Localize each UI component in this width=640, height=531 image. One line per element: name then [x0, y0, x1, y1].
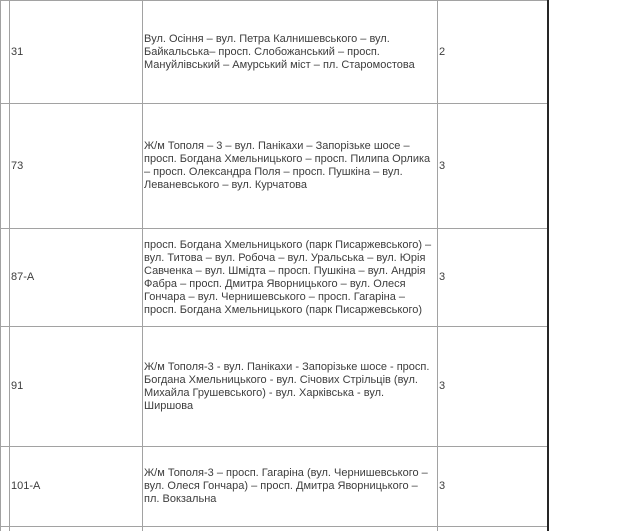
route-count-cell: 3	[438, 327, 548, 447]
route-count-cell: 2	[438, 1, 548, 104]
route-number-cell: 91	[10, 327, 143, 447]
table-row-partial	[1, 527, 548, 531]
spacer-cell	[1, 229, 10, 327]
route-number-cell	[10, 527, 143, 531]
route-number-cell: 31	[10, 1, 143, 104]
route-description-cell: Ж/м Тополя-3 – просп. Гагаріна (вул. Чернишевського – вул. Олеся Гончара) – просп. Дмитра Яворницького – пл. Вокзальна	[143, 447, 438, 527]
route-count-cell	[438, 527, 548, 531]
spacer-cell	[1, 1, 10, 104]
table-row	[1, 447, 548, 527]
route-description-cell	[143, 527, 438, 531]
route-count-cell: 3	[438, 447, 548, 527]
route-number-cell: 87-А	[10, 229, 143, 327]
route-number-cell: 101-А	[10, 447, 143, 527]
route-number-cell: 73	[10, 104, 143, 229]
route-description-cell: просп. Богдана Хмельницького (парк Писаржевського) – вул. Титова – вул. Робоча – вул. Уральська – вул. Юрія Савченка – вул. Шмідта – просп. Пушкіна – вул. Андрія Фабра – просп. Дмитра Яворницького – вул. Олеся Гончара – вул. Чернишевського – просп. Гагаріна – просп. Богдана Хмельницького (парк Писаржевського)	[143, 229, 438, 327]
spacer-cell	[1, 527, 10, 531]
spacer-cell	[1, 327, 10, 447]
route-count-cell: 3	[438, 229, 548, 327]
table-row	[1, 1, 548, 104]
route-description-cell: Вул. Осіння – вул. Петра Калнишевського – вул. Байкальська– просп. Слобожанський – просп. Мануйлівський – Амурський міст – пл. Старомостова	[143, 1, 438, 104]
route-description-cell: Ж/м Тополя-3 - вул. Панікахи - Запорізьке шосе - просп. Богдана Хмельницького - вул. Січових Стрільців (вул. Михайла Грушевського) - вул. Харківська - вул. Ширшова	[143, 327, 438, 447]
spacer-cell	[1, 104, 10, 229]
table-row	[1, 327, 548, 447]
spacer-cell	[1, 447, 10, 527]
route-count-cell: 3	[438, 104, 548, 229]
table-row	[1, 104, 548, 229]
table-row	[1, 229, 548, 327]
route-description-cell: Ж/м Тополя – 3 – вул. Панікахи – Запорізьке шосе – просп. Богдана Хмельницького – просп. Пилипа Орлика – просп. Олександра Поля – просп. Пушкіна – вул. Леваневського – вул. Курчатова	[143, 104, 438, 229]
